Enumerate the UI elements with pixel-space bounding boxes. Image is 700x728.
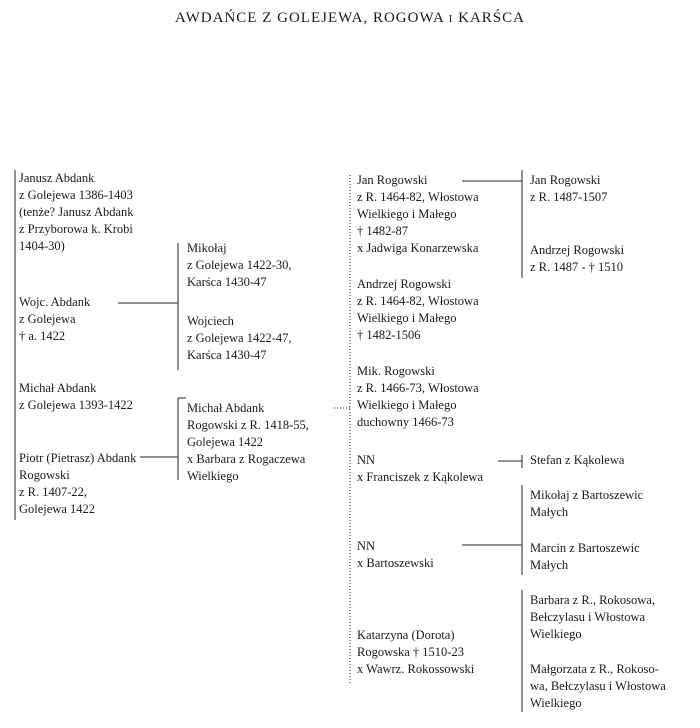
person-barbara-rokosowa: Barbara z R., Rokosowa, Bełczylasu i Włostowa Wielkiego <box>530 593 655 641</box>
person-jan-rogowski: Jan Rogowski z R. 1464-82, Włostowa Wielkiego i Małego † 1482-87 x Jadwiga Konarzewska <box>357 173 479 255</box>
person-andrzej-rogowski: Andrzej Rogowski z R. 1464-82, Włostowa Wielkiego i Małego † 1482-1506 <box>357 277 479 342</box>
person-marcin-bartoszewic: Marcin z Bartoszewic Małych <box>530 541 640 572</box>
person-mikolaj-bartoszewic: Mikołaj z Bartoszewic Małych <box>530 488 644 519</box>
person-wojciech-abdank: Wojc. Abdank z Golejewa † a. 1422 <box>19 295 91 343</box>
person-jan-rogowski-junior: Jan Rogowski z R. 1487-1507 <box>530 173 608 204</box>
person-janusz-abdank: Janusz Abdank z Golejewa 1386-1403 (tenże? Janusz Abdank z Przyborowa k. Krobi 1404-30) <box>19 171 134 253</box>
chart-title: AWDAŃCE Z GOLEJEWA, ROGOWA i KARŚCA <box>175 10 525 26</box>
person-wojciech: Wojciech z Golejewa 1422-47, Karśca 1430-47 <box>187 314 292 362</box>
person-malgorzata-rokosowa: Małgorzata z R., Rokoso- wa, Bełczylasu i Włostowa Wielkiego <box>530 662 666 710</box>
person-michal-abdank-rogowski: Michał Abdank Rogowski z R. 1418-55, Golejewa 1422 x Barbara z Rogaczewa Wielkiego <box>187 401 309 483</box>
person-michal-abdank: Michał Abdank z Golejewa 1393-1422 <box>19 381 133 412</box>
person-mikolaj: Mikołaj z Golejewa 1422-30, Karśca 1430-47 <box>187 241 292 289</box>
person-nn-bartoszewski: NN x Bartoszewski <box>357 539 434 570</box>
person-mik-rogowski: Mik. Rogowski z R. 1466-73, Włostowa Wielkiego i Małego duchowny 1466-73 <box>357 364 479 429</box>
person-piotr-abdank: Piotr (Pietrasz) Abdank Rogowski z R. 1407-22, Golejewa 1422 <box>19 451 137 516</box>
person-nn-kakolewa: NN x Franciszek z Kąkolewa <box>357 453 483 484</box>
person-andrzej-rogowski-junior: Andrzej Rogowski z R. 1487 - † 1510 <box>530 243 625 274</box>
person-katarzyna-rogowska: Katarzyna (Dorota) Rogowska † 1510-23 x Wawrz. Rokossowski <box>357 628 475 676</box>
person-stefan-kakolewa: Stefan z Kąkolewa <box>530 453 625 467</box>
